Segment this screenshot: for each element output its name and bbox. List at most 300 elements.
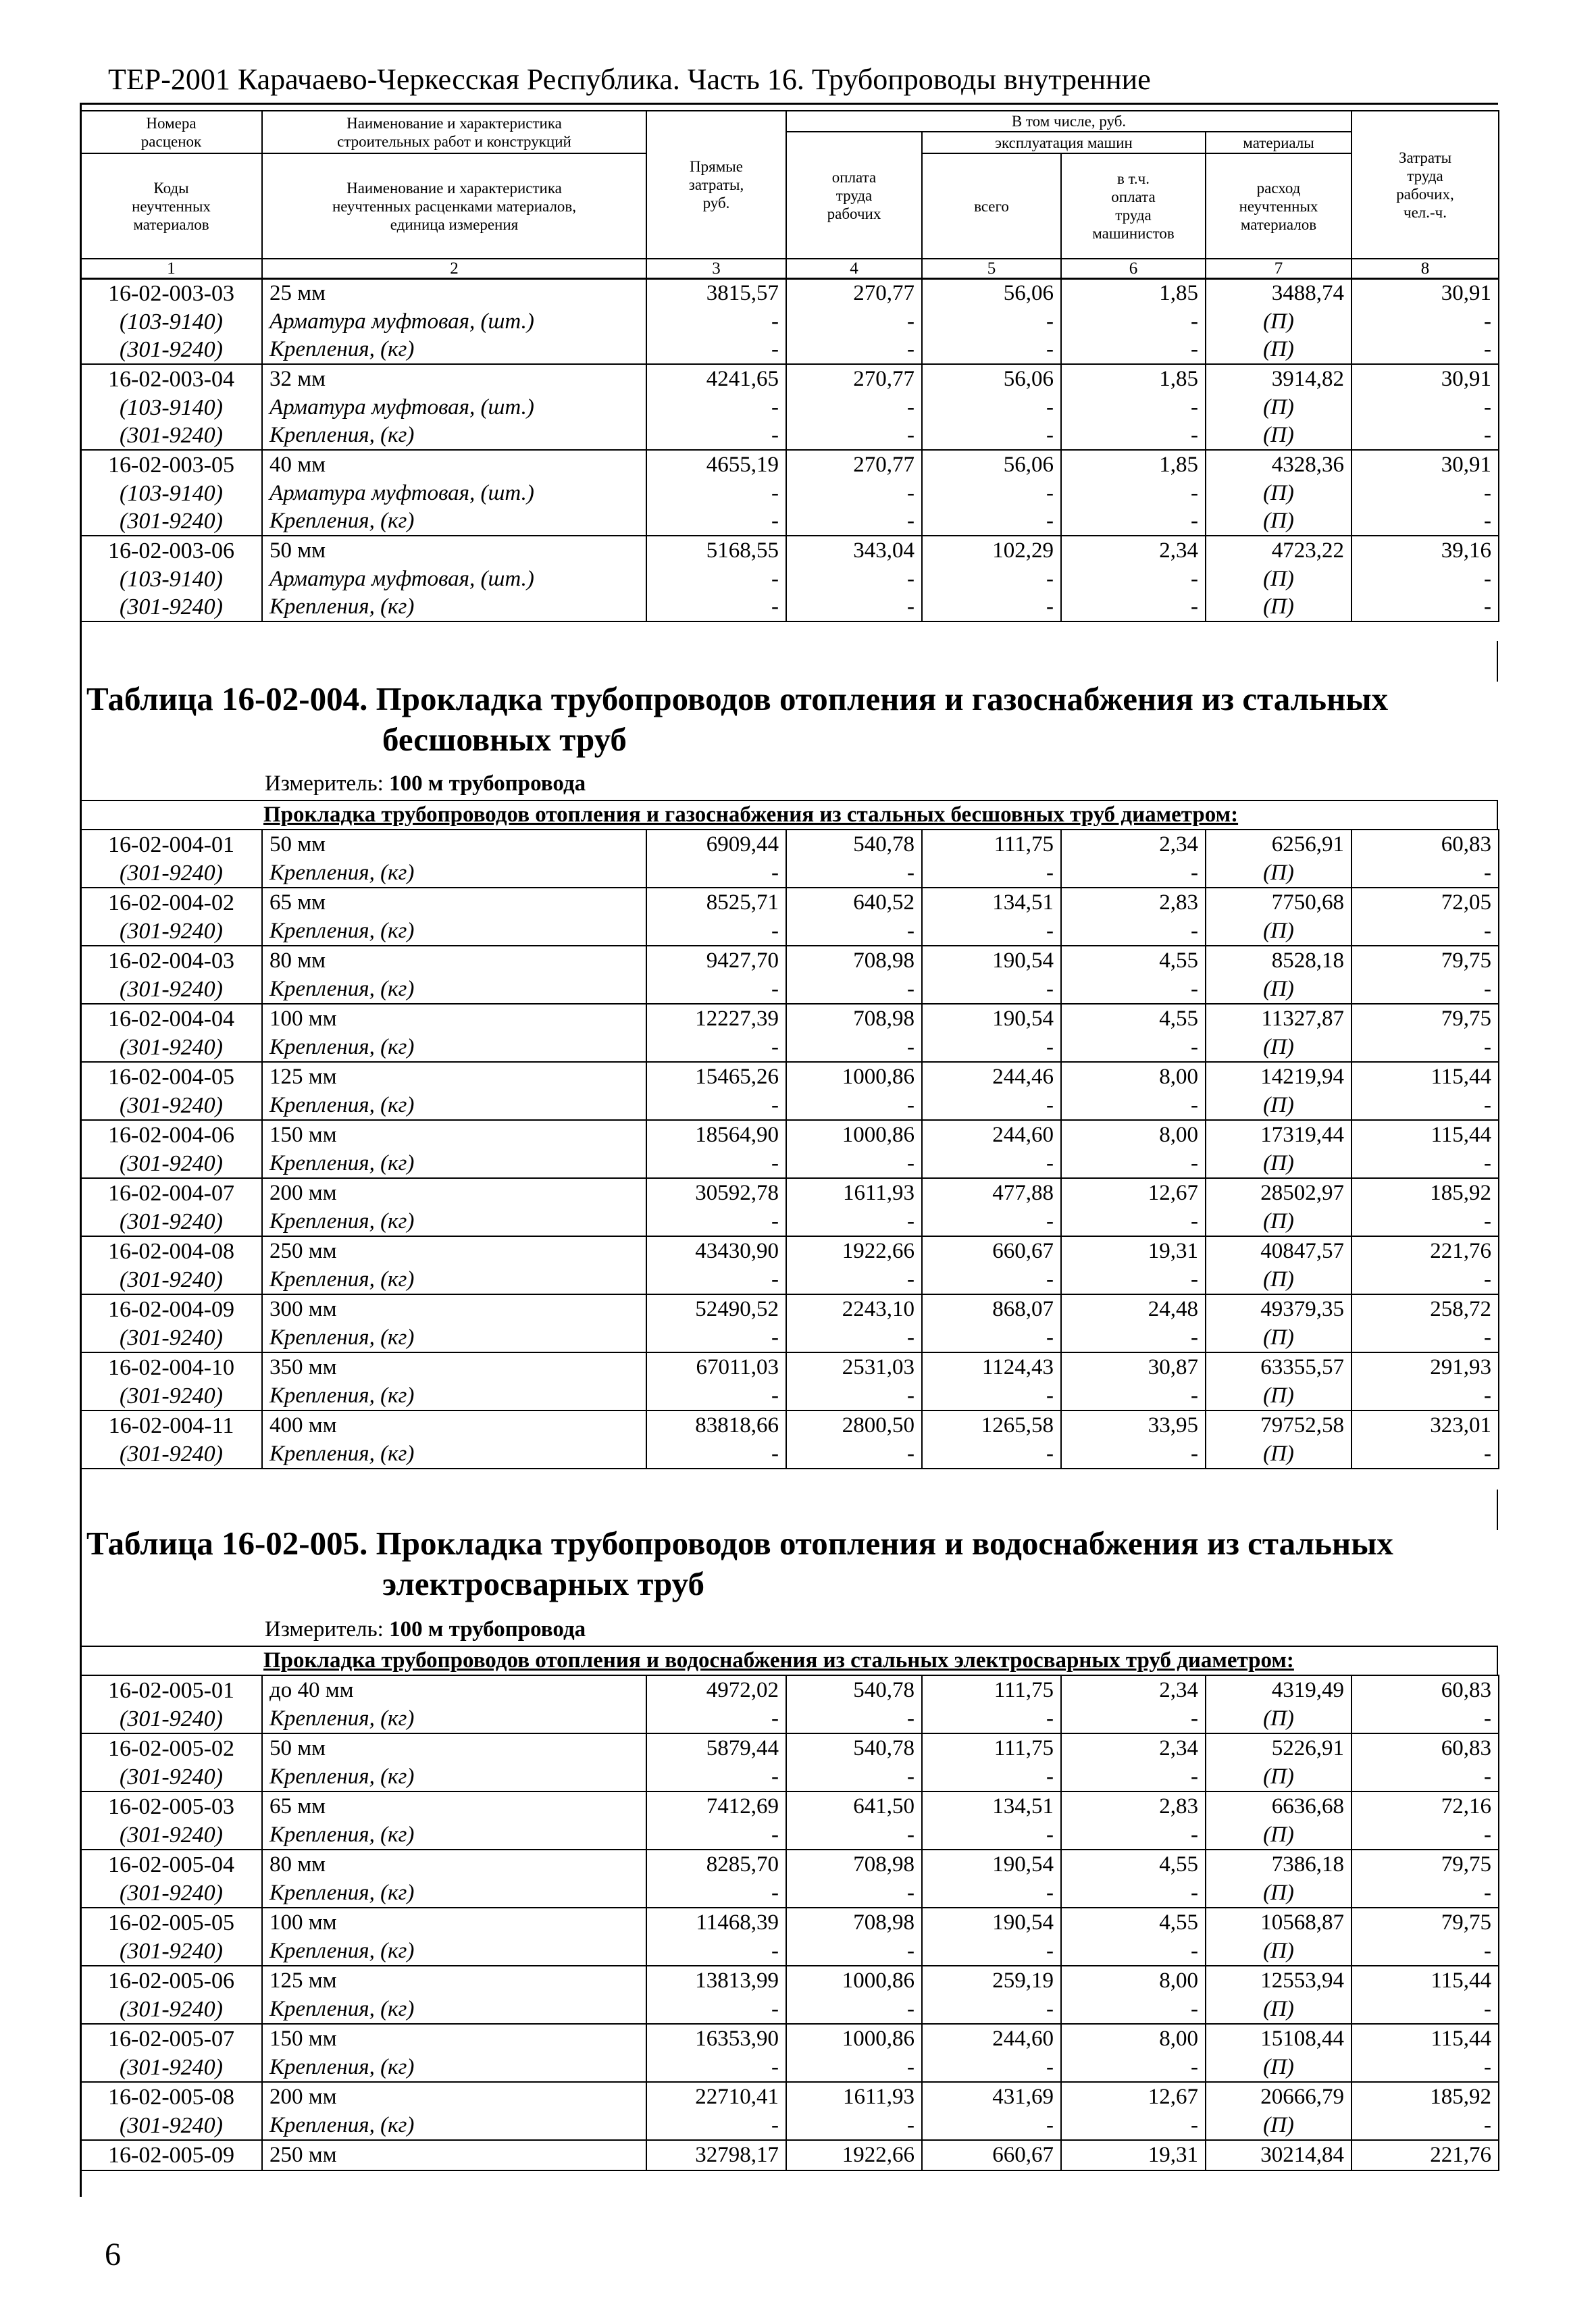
machine-cost: 56,06 (922, 364, 1061, 394)
materials-cost: 12553,94 (1206, 1966, 1352, 1996)
materials-cost: 8528,18 (1206, 946, 1352, 975)
direct-cost: 4972,02 (646, 1675, 786, 1705)
materials-p-mark: (П) (1206, 1440, 1352, 1469)
table-row (80, 1733, 1499, 1763)
machine-cost: 56,06 (922, 450, 1061, 480)
labor-hours-dash: - (1352, 480, 1499, 507)
material-row (80, 565, 1499, 593)
labor-hours: 79,75 (1352, 1004, 1499, 1034)
machine-cost: 190,54 (922, 1908, 1061, 1937)
operator-wages: 8,00 (1061, 1062, 1206, 1092)
materials-p-mark: (П) (1206, 1324, 1352, 1352)
header-col8: Затраты труда рабочих, чел.-ч. (1352, 111, 1499, 259)
labor-hours: 79,75 (1352, 1908, 1499, 1937)
operator-wages-dash: - (1061, 1996, 1206, 2024)
machine-cost: 244,60 (922, 2024, 1061, 2054)
operator-wages-dash: - (1061, 1382, 1206, 1410)
rate-code: 16-02-004-08 (80, 1236, 262, 1266)
direct-cost-dash: - (646, 1937, 786, 1966)
machine-cost-dash: - (922, 1034, 1061, 1062)
worker-wages: 540,78 (786, 830, 922, 859)
work-name: 100 мм (262, 1908, 646, 1937)
table-row (80, 2082, 1499, 2112)
material-row (80, 1821, 1499, 1850)
column-header-table (80, 110, 1499, 280)
material-row (80, 1150, 1499, 1178)
operator-wages: 30,87 (1061, 1352, 1206, 1382)
column-number: 7 (1206, 259, 1352, 279)
operator-wages: 8,00 (1061, 1120, 1206, 1150)
direct-cost-dash: - (646, 1208, 786, 1236)
worker-wages: 1611,93 (786, 2082, 922, 2112)
table-004-title: Таблица 16-02-004. Прокладка трубопроводов отопления и газоснабжения из стальных (86, 680, 1389, 717)
direct-cost-dash: - (646, 394, 786, 422)
material-code: (301-9240) (80, 917, 262, 946)
worker-wages-dash: - (786, 859, 922, 888)
table-row (80, 1294, 1499, 1324)
direct-cost-dash: - (646, 308, 786, 336)
operator-wages-dash: - (1061, 1705, 1206, 1733)
table-row (80, 536, 1499, 565)
column-number: 6 (1061, 259, 1206, 279)
table-row (80, 1004, 1499, 1034)
table-row (80, 1410, 1499, 1440)
column-number: 2 (262, 259, 646, 279)
title-rule (80, 103, 1498, 105)
material-name: Крепления, (кг) (262, 1879, 646, 1908)
worker-wages: 1922,66 (786, 2140, 922, 2170)
worker-wages: 2531,03 (786, 1352, 922, 1382)
material-code: (103-9140) (80, 480, 262, 507)
operator-wages: 24,48 (1061, 1294, 1206, 1324)
rate-code: 16-02-003-04 (80, 364, 262, 394)
direct-cost: 15465,26 (646, 1062, 786, 1092)
material-code: (301-9240) (80, 1879, 262, 1908)
operator-wages-dash: - (1061, 2112, 1206, 2140)
direct-cost: 32798,17 (646, 2140, 786, 2170)
worker-wages-dash: - (786, 1440, 922, 1469)
labor-hours-dash: - (1352, 917, 1499, 946)
materials-cost: 40847,57 (1206, 1236, 1352, 1266)
materials-p-mark: (П) (1206, 2112, 1352, 2140)
material-name: Крепления, (кг) (262, 1092, 646, 1120)
operator-wages-dash: - (1061, 593, 1206, 621)
materials-p-mark: (П) (1206, 565, 1352, 593)
material-name: Арматура муфтовая, (шт.) (262, 394, 646, 422)
operator-wages: 1,85 (1061, 450, 1206, 480)
machine-cost: 1124,43 (922, 1352, 1061, 1382)
table-005-measure (265, 1617, 586, 1642)
material-name: Крепления, (кг) (262, 2054, 646, 2082)
machine-cost: 111,75 (922, 830, 1061, 859)
material-name: Крепления, (кг) (262, 422, 646, 450)
direct-cost: 43430,90 (646, 1236, 786, 1266)
material-name: Крепления, (кг) (262, 1382, 646, 1410)
rate-code: 16-02-005-01 (80, 1675, 262, 1705)
table-row (80, 1908, 1499, 1937)
table-004-measure (265, 771, 586, 796)
worker-wages: 640,52 (786, 888, 922, 917)
worker-wages-dash: - (786, 394, 922, 422)
operator-wages-dash: - (1061, 308, 1206, 336)
material-code: (301-9240) (80, 1266, 262, 1294)
operator-wages-dash: - (1061, 1092, 1206, 1120)
header-col3: Прямые затраты, руб. (646, 111, 786, 259)
direct-cost-dash: - (646, 1763, 786, 1791)
labor-hours: 60,83 (1352, 1675, 1499, 1705)
operator-wages: 1,85 (1061, 278, 1206, 308)
labor-hours-dash: - (1352, 394, 1499, 422)
operator-wages: 19,31 (1061, 1236, 1206, 1266)
header-col6: в т.ч. оплата труда машинистов (1061, 153, 1206, 259)
operator-wages: 4,55 (1061, 1004, 1206, 1034)
material-row (80, 394, 1499, 422)
worker-wages-dash: - (786, 1150, 922, 1178)
materials-p-mark: (П) (1206, 593, 1352, 621)
labor-hours-dash: - (1352, 1937, 1499, 1966)
material-code: (103-9140) (80, 308, 262, 336)
operator-wages-dash: - (1061, 394, 1206, 422)
materials-cost: 5226,91 (1206, 1733, 1352, 1763)
material-code: (301-9240) (80, 593, 262, 621)
worker-wages: 708,98 (786, 1004, 922, 1034)
work-name: 50 мм (262, 830, 646, 859)
machine-cost-dash: - (922, 1208, 1061, 1236)
machine-cost: 190,54 (922, 1850, 1061, 1879)
machine-cost: 111,75 (922, 1733, 1061, 1763)
material-code: (301-9240) (80, 1705, 262, 1733)
labor-hours: 291,93 (1352, 1352, 1499, 1382)
material-row (80, 1440, 1499, 1469)
material-row (80, 593, 1499, 621)
material-name: Крепления, (кг) (262, 1034, 646, 1062)
labor-hours-dash: - (1352, 1879, 1499, 1908)
material-code: (301-9240) (80, 1324, 262, 1352)
operator-wages-dash: - (1061, 1324, 1206, 1352)
materials-cost: 4319,49 (1206, 1675, 1352, 1705)
direct-cost: 22710,41 (646, 2082, 786, 2112)
material-name: Арматура муфтовая, (шт.) (262, 308, 646, 336)
frame-line (80, 1490, 81, 1530)
machine-cost-dash: - (922, 565, 1061, 593)
labor-hours-dash: - (1352, 507, 1499, 536)
materials-p-mark: (П) (1206, 1208, 1352, 1236)
direct-cost: 4241,65 (646, 364, 786, 394)
materials-cost: 79752,58 (1206, 1410, 1352, 1440)
direct-cost-dash: - (646, 336, 786, 364)
operator-wages-dash: - (1061, 1440, 1206, 1469)
direct-cost: 5879,44 (646, 1733, 786, 1763)
material-row (80, 1208, 1499, 1236)
machine-cost-dash: - (922, 1879, 1061, 1908)
frame-line (1497, 1490, 1498, 1530)
material-row (80, 1092, 1499, 1120)
material-code: (301-9240) (80, 1150, 262, 1178)
measure-label: Измеритель: (265, 771, 384, 796)
labor-hours-dash: - (1352, 859, 1499, 888)
worker-wages: 708,98 (786, 946, 922, 975)
table-row (80, 1120, 1499, 1150)
materials-cost: 11327,87 (1206, 1004, 1352, 1034)
material-name: Арматура муфтовая, (шт.) (262, 480, 646, 507)
material-code: (301-9240) (80, 1763, 262, 1791)
machine-cost: 660,67 (922, 2140, 1061, 2170)
machine-cost-dash: - (922, 308, 1061, 336)
materials-cost: 3914,82 (1206, 364, 1352, 394)
work-name: 25 мм (262, 278, 646, 308)
labor-hours: 185,92 (1352, 1178, 1499, 1208)
work-name: 100 мм (262, 1004, 646, 1034)
material-row (80, 2054, 1499, 2082)
direct-cost-dash: - (646, 1382, 786, 1410)
machine-cost-dash: - (922, 1150, 1061, 1178)
labor-hours-dash: - (1352, 308, 1499, 336)
materials-cost: 14219,94 (1206, 1062, 1352, 1092)
subheading-text: Прокладка трубопроводов отопления и водоснабжения из стальных электросварных труб диаметром: (263, 1648, 1294, 1673)
direct-cost: 83818,66 (646, 1410, 786, 1440)
header-col4: оплата труда рабочих (786, 132, 922, 259)
header-machines: эксплуатация машин (922, 132, 1206, 153)
work-name: 65 мм (262, 888, 646, 917)
materials-p-mark: (П) (1206, 1763, 1352, 1791)
labor-hours: 39,16 (1352, 536, 1499, 565)
machine-cost: 111,75 (922, 1675, 1061, 1705)
materials-cost: 7386,18 (1206, 1850, 1352, 1879)
header-col5: всего (922, 153, 1061, 259)
materials-p-mark: (П) (1206, 1821, 1352, 1850)
operator-wages-dash: - (1061, 1879, 1206, 1908)
work-name: 200 мм (262, 1178, 646, 1208)
worker-wages: 270,77 (786, 450, 922, 480)
worker-wages: 2243,10 (786, 1294, 922, 1324)
material-row (80, 1034, 1499, 1062)
material-row (80, 1324, 1499, 1352)
rate-code: 16-02-004-07 (80, 1178, 262, 1208)
operator-wages: 1,85 (1061, 364, 1206, 394)
worker-wages-dash: - (786, 1763, 922, 1791)
direct-cost: 4655,19 (646, 450, 786, 480)
machine-cost-dash: - (922, 1440, 1061, 1469)
direct-cost: 12227,39 (646, 1004, 786, 1034)
operator-wages-dash: - (1061, 1150, 1206, 1178)
worker-wages-dash: - (786, 336, 922, 364)
work-name: 125 мм (262, 1966, 646, 1996)
material-code: (301-9240) (80, 1092, 262, 1120)
materials-p-mark: (П) (1206, 1879, 1352, 1908)
materials-p-mark: (П) (1206, 1092, 1352, 1120)
labor-hours: 79,75 (1352, 1850, 1499, 1879)
operator-wages: 19,31 (1061, 2140, 1206, 2170)
worker-wages-dash: - (786, 1266, 922, 1294)
table-row (80, 946, 1499, 975)
direct-cost-dash: - (646, 1092, 786, 1120)
worker-wages-dash: - (786, 1879, 922, 1908)
work-name: 125 мм (262, 1062, 646, 1092)
labor-hours-dash: - (1352, 1150, 1499, 1178)
material-row (80, 1996, 1499, 2024)
worker-wages-dash: - (786, 1937, 922, 1966)
operator-wages: 2,83 (1061, 1791, 1206, 1821)
machine-cost: 868,07 (922, 1294, 1061, 1324)
document-title: ТЕР-2001 Карачаево-Черкесская Республика. Часть 16. Трубопроводы внутренние (108, 63, 1151, 96)
worker-wages: 540,78 (786, 1733, 922, 1763)
material-code: (103-9140) (80, 394, 262, 422)
machine-cost-dash: - (922, 1266, 1061, 1294)
material-name: Крепления, (кг) (262, 1821, 646, 1850)
table-16-02-003-rows (80, 278, 1499, 622)
materials-cost: 20666,79 (1206, 2082, 1352, 2112)
work-name: 150 мм (262, 1120, 646, 1150)
operator-wages-dash: - (1061, 507, 1206, 536)
materials-p-mark: (П) (1206, 394, 1352, 422)
direct-cost-dash: - (646, 480, 786, 507)
labor-hours-dash: - (1352, 1382, 1499, 1410)
rate-code: 16-02-005-03 (80, 1791, 262, 1821)
worker-wages: 1922,66 (786, 1236, 922, 1266)
labor-hours-dash: - (1352, 1208, 1499, 1236)
machine-cost: 477,88 (922, 1178, 1061, 1208)
work-name: 32 мм (262, 364, 646, 394)
measure-value: 100 м трубопровода (389, 771, 586, 796)
materials-cost: 63355,57 (1206, 1352, 1352, 1382)
operator-wages-dash: - (1061, 1937, 1206, 1966)
direct-cost: 18564,90 (646, 1120, 786, 1150)
materials-p-mark: (П) (1206, 480, 1352, 507)
materials-p-mark: (П) (1206, 2054, 1352, 2082)
worker-wages: 1000,86 (786, 1062, 922, 1092)
operator-wages: 4,55 (1061, 946, 1206, 975)
materials-cost: 30214,84 (1206, 2140, 1352, 2170)
materials-cost: 15108,44 (1206, 2024, 1352, 2054)
direct-cost: 30592,78 (646, 1178, 786, 1208)
machine-cost-dash: - (922, 1763, 1061, 1791)
table-row (80, 450, 1499, 480)
material-row (80, 975, 1499, 1004)
materials-cost: 10568,87 (1206, 1908, 1352, 1937)
header-col2-top: Наименование и характеристика строительных работ и конструкций (262, 111, 646, 153)
worker-wages-dash: - (786, 1705, 922, 1733)
material-code: (301-9240) (80, 2054, 262, 2082)
labor-hours: 72,16 (1352, 1791, 1499, 1821)
machine-cost-dash: - (922, 1996, 1061, 2024)
material-code: (301-9240) (80, 1208, 262, 1236)
labor-hours: 115,44 (1352, 1966, 1499, 1996)
worker-wages-dash: - (786, 308, 922, 336)
labor-hours: 30,91 (1352, 278, 1499, 308)
material-name: Крепления, (кг) (262, 1996, 646, 2024)
materials-p-mark: (П) (1206, 507, 1352, 536)
machine-cost: 1265,58 (922, 1410, 1061, 1440)
worker-wages: 270,77 (786, 364, 922, 394)
work-name: 50 мм (262, 536, 646, 565)
operator-wages-dash: - (1061, 917, 1206, 946)
header-col1-bottom: Коды неучтенных материалов (80, 153, 262, 259)
direct-cost-dash: - (646, 1879, 786, 1908)
materials-cost: 3488,74 (1206, 278, 1352, 308)
table-005-title-cont: электросварных труб (382, 1565, 705, 1602)
materials-p-mark: (П) (1206, 1937, 1352, 1966)
operator-wages: 2,34 (1061, 1733, 1206, 1763)
direct-cost-dash: - (646, 975, 786, 1004)
machine-cost-dash: - (922, 480, 1061, 507)
material-code: (301-9240) (80, 422, 262, 450)
column-number: 4 (786, 259, 922, 279)
operator-wages: 2,83 (1061, 888, 1206, 917)
materials-cost: 17319,44 (1206, 1120, 1352, 1150)
labor-hours-dash: - (1352, 1440, 1499, 1469)
labor-hours-dash: - (1352, 1324, 1499, 1352)
worker-wages: 540,78 (786, 1675, 922, 1705)
table-row (80, 1352, 1499, 1382)
direct-cost: 67011,03 (646, 1352, 786, 1382)
material-name: Крепления, (кг) (262, 1150, 646, 1178)
material-row (80, 859, 1499, 888)
column-number: 5 (922, 259, 1061, 279)
operator-wages-dash: - (1061, 2054, 1206, 2082)
work-name: 65 мм (262, 1791, 646, 1821)
rate-code: 16-02-004-06 (80, 1120, 262, 1150)
machine-cost-dash: - (922, 917, 1061, 946)
operator-wages: 2,34 (1061, 830, 1206, 859)
machine-cost: 102,29 (922, 536, 1061, 565)
machine-cost-dash: - (922, 1821, 1061, 1850)
labor-hours: 115,44 (1352, 1062, 1499, 1092)
frame-line (1497, 641, 1498, 682)
materials-p-mark: (П) (1206, 1266, 1352, 1294)
measure-value: 100 м трубопровода (389, 1617, 586, 1642)
worker-wages-dash: - (786, 975, 922, 1004)
rate-code: 16-02-005-06 (80, 1966, 262, 1996)
worker-wages-dash: - (786, 1092, 922, 1120)
operator-wages-dash: - (1061, 336, 1206, 364)
labor-hours-dash: - (1352, 975, 1499, 1004)
worker-wages: 708,98 (786, 1850, 922, 1879)
table-row (80, 1675, 1499, 1705)
machine-cost-dash: - (922, 2054, 1061, 2082)
work-name: 200 мм (262, 2082, 646, 2112)
material-code: (301-9240) (80, 507, 262, 536)
rate-code: 16-02-005-08 (80, 2082, 262, 2112)
labor-hours-dash: - (1352, 1034, 1499, 1062)
material-row (80, 507, 1499, 536)
materials-p-mark: (П) (1206, 1705, 1352, 1733)
operator-wages-dash: - (1061, 480, 1206, 507)
materials-p-mark: (П) (1206, 1150, 1352, 1178)
table-005-subheading (80, 1646, 1498, 1675)
rate-code: 16-02-004-10 (80, 1352, 262, 1382)
work-name: 250 мм (262, 2140, 646, 2170)
material-name: Крепления, (кг) (262, 1937, 646, 1966)
header-col7: расход неучтенных материалов (1206, 153, 1352, 259)
table-row (80, 888, 1499, 917)
material-name: Крепления, (кг) (262, 1324, 646, 1352)
direct-cost: 16353,90 (646, 2024, 786, 2054)
materials-p-mark: (П) (1206, 422, 1352, 450)
labor-hours: 185,92 (1352, 2082, 1499, 2112)
direct-cost: 11468,39 (646, 1908, 786, 1937)
worker-wages: 1000,86 (786, 2024, 922, 2054)
frame-line (80, 641, 81, 682)
table-16-02-004 (80, 829, 1499, 1469)
machine-cost-dash: - (922, 1324, 1061, 1352)
direct-cost: 8285,70 (646, 1850, 786, 1879)
table-004-title-cont: бесшовных труб (382, 721, 627, 758)
worker-wages: 270,77 (786, 278, 922, 308)
header-group: В том числе, руб. (786, 111, 1352, 132)
machine-cost-dash: - (922, 1705, 1061, 1733)
machine-cost: 244,60 (922, 1120, 1061, 1150)
labor-hours: 221,76 (1352, 1236, 1499, 1266)
